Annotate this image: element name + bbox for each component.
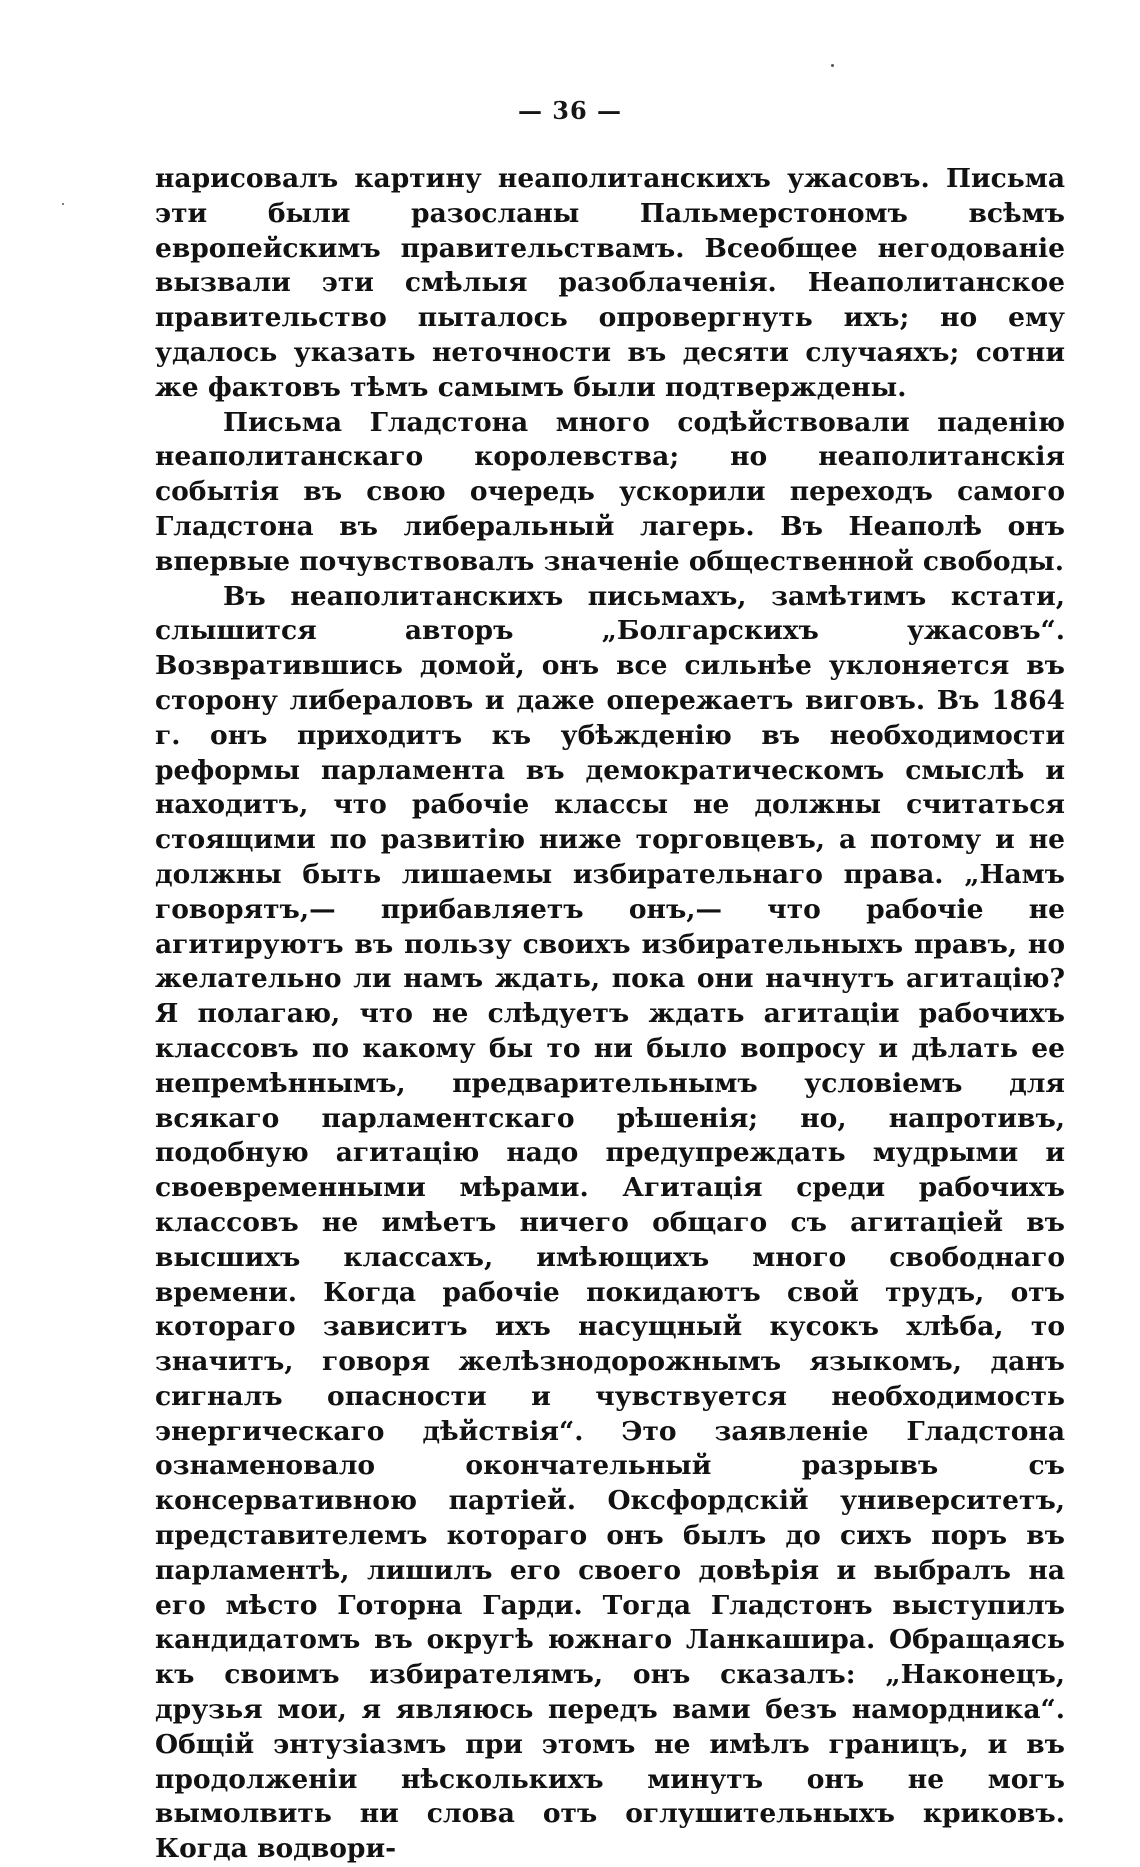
scan-speck [62,203,64,205]
paragraph-2: Письма Гладстона много содѣйствовали паденію неаполитанскаго королевства; но неаполитанскія событія въ свою очередь ускорили переходъ самого Гладстона въ либеральный лагерь. Въ Неаполѣ онъ впервые почувствовалъ значеніе общественной свободы. [155,406,1065,577]
page-number: — 36 — [517,96,623,125]
scan-speck [831,64,834,67]
paragraph-3: Въ неаполитанскихъ письмахъ, замѣтимъ кстати, слышится авторъ „Болгарскихъ ужасовъ“. Возвратившись домой, онъ все сильнѣе уклоняется въ сторону либераловъ и даже опережаетъ виговъ. Въ 1864 г. онъ приходитъ къ убѣжденію въ необходимости реформы парламента въ демократическомъ смыслѣ и находитъ, что рабочіе классы не должны считаться стоящими по развитію ниже торговцевъ, а потому и не должны быть лишаемы избирательнаго права. „Намъ говорятъ,— прибавляетъ онъ,— что рабочіе не агитируютъ въ пользу своихъ избирательныхъ правъ, но желательно ли намъ ждать, пока они начнутъ агитацію? Я полагаю, что не слѣдуетъ ждать агитаціи рабочихъ классовъ по какому бы то ни было вопросу и дѣлать ее непремѣннымъ, предварительнымъ условіемъ для всякаго парламентскаго рѣшенія; но, напротивъ, подобную агитацію надо предупреждать мудрыми и своевременными мѣрами. Агитація среди рабочихъ классовъ не имѣетъ ничего общаго съ агитаціей въ высшихъ классахъ, имѣющихъ много свободнаго времени. Когда рабочіе покидаютъ свой трудъ, отъ котораго зависитъ ихъ насущный кусокъ хлѣба, то значитъ, говоря желѣзнодорожнымъ языкомъ, данъ сигналъ опасности и чувствуется необходимость энергическаго дѣйствія“. Это заявленіе Гладстона ознаменовало окончательный разрывъ съ консервативною партіей. Оксфордскій университетъ, представителемъ котораго онъ былъ до сихъ поръ въ парламентѣ, лишилъ его своего довѣрія и выбралъ на его мѣсто Готорна Гарди. Тогда Гладстонъ выступилъ кандидатомъ въ округѣ южнаго Ланкашира. Обращаясь къ своимъ избирателямъ, онъ сказалъ: „Наконецъ, друзья мои, я являюсь передъ вами безъ намордника“. Общій энтузіазмъ при этомъ не имѣлъ границъ, и въ продолженіи нѣсколькихъ минутъ онъ не могъ вымолвить ни слова отъ оглушительныхъ криковъ. Когда водвори- [155,580,1065,1865]
paragraph-1: нарисовалъ картину неаполитанскихъ ужасовъ. Письма эти были разосланы Пальмерстономъ всѣмъ европейскимъ правительствамъ. Всеобщее негодованіе вызвали эти смѣлыя разоблаченія. Неаполитанское правительство пыталось опровергнуть ихъ; но ему удалось указать неточности въ десяти случаяхъ; сотни же фактовъ тѣмъ самымъ были подтверждены. [155,163,1065,403]
body-text [155,162,1065,1867]
